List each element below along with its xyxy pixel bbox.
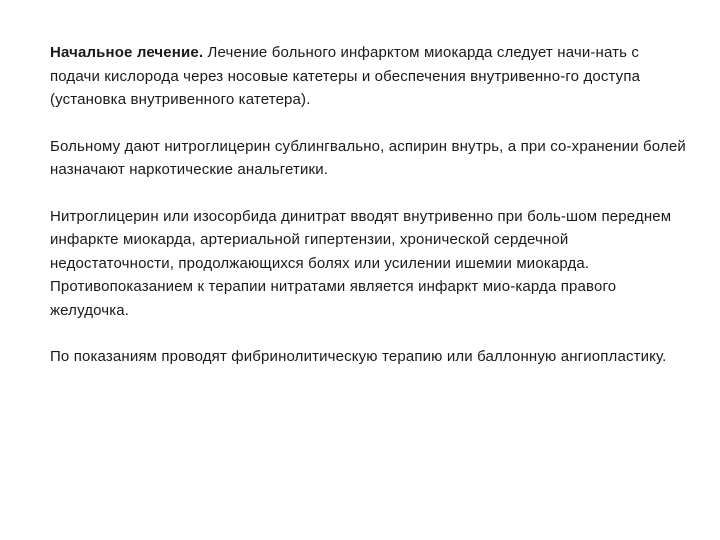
paragraph-text: Больному дают нитроглицерин сублингвально, аспирин внутрь, а при со-хранении болей назначают наркотические анальгетики. (50, 137, 686, 178)
paragraph-fibrinolysis (50, 345, 690, 369)
paragraph-initial-treatment (50, 41, 690, 112)
paragraph-text: Лечение больного инфарктом миокарда следует начи-нать с подачи кислорода через носовые катетеры и обеспечения внутривенно-го доступа (установка внутривенного катетера). (50, 44, 641, 108)
paragraph-medications (50, 135, 690, 182)
paragraph-lead-heading: Начальное лечение. (50, 44, 204, 61)
paragraph-text: Нитроглицерин или изосорбида динитрат вводят внутривенно при боль-шом переднем инфаркте миокарда, артериальной гипертензии, хронической сердечной недостаточности, продолжающихся болях или усилении ишемии миокарда. Противопоказанием к терапии нитратами является инфаркт мио-карда правого желудочка. (50, 207, 672, 319)
slide-content (50, 41, 690, 392)
paragraph-nitrates (50, 205, 690, 323)
paragraph-text: По показаниям проводят фибринолитическую терапию или баллонную ангиопластику. (50, 348, 667, 365)
